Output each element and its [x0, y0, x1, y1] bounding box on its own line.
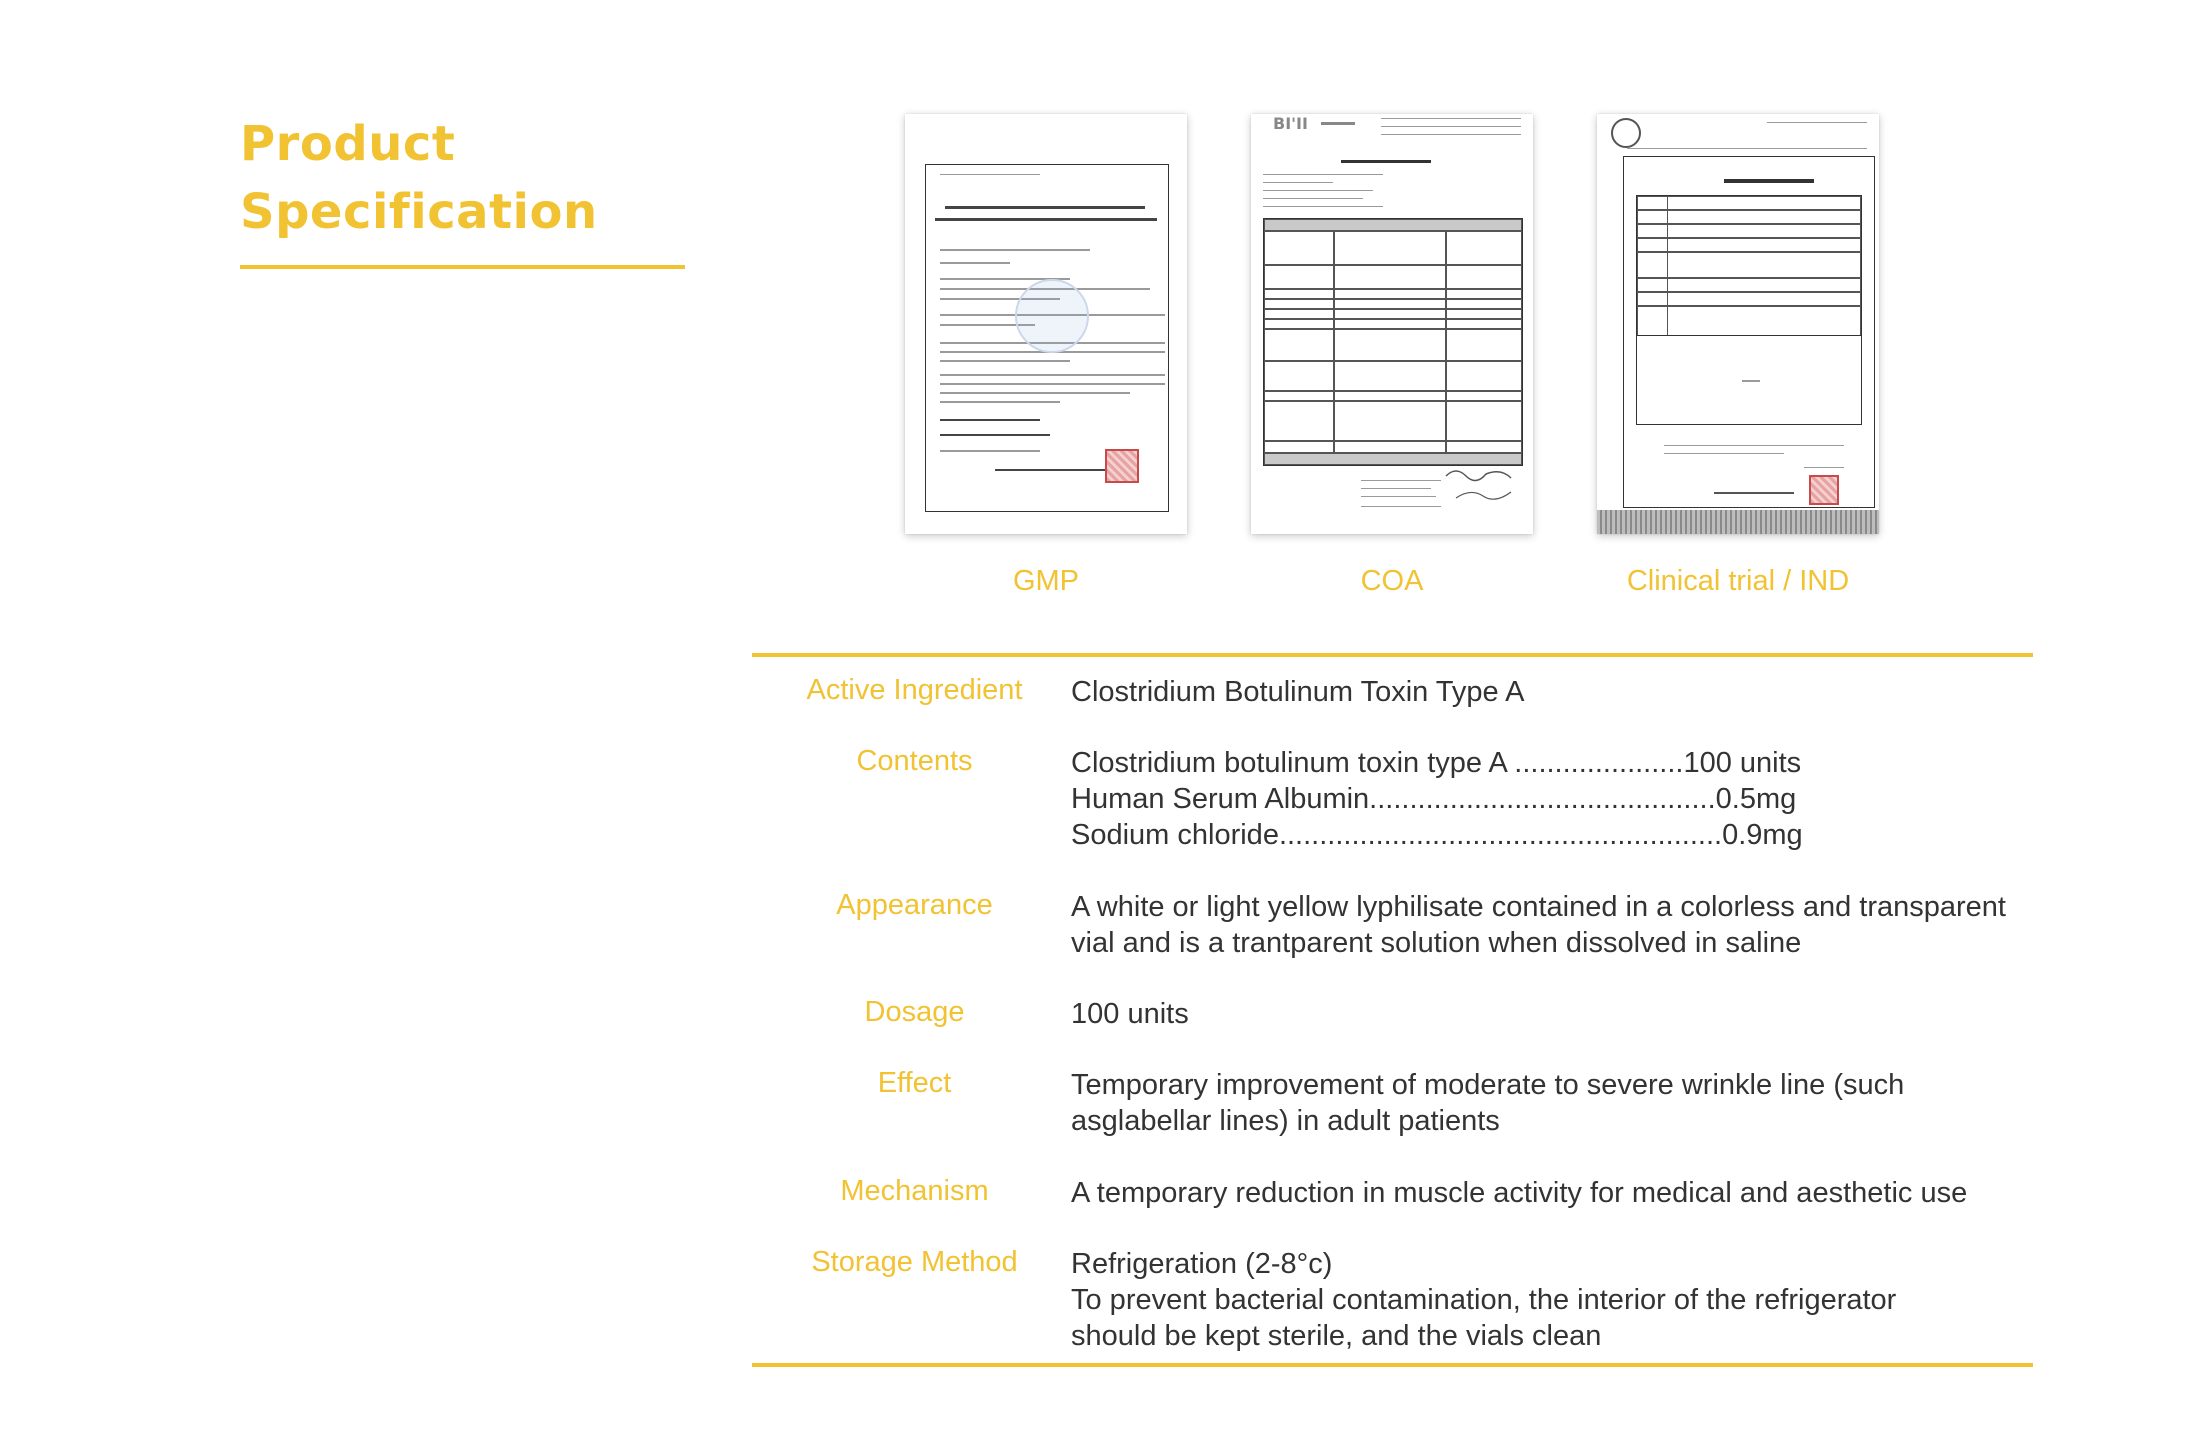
- ind-document-frame: [1623, 156, 1875, 508]
- coa-table: [1263, 218, 1523, 466]
- ind-label: Clinical trial / IND: [1626, 565, 1850, 597]
- spec-value-contents: Clostridium botulinum toxin type A .....................100 units Human Serum Albumin...........................................0.5mg Sodium chloride.......................................................0.9mg: [1071, 747, 1803, 851]
- ind-certificate-image[interactable]: [1597, 114, 1879, 534]
- gmp-label: GMP: [1012, 565, 1080, 597]
- gmp-certificate-image[interactable]: [905, 114, 1187, 534]
- spec-table-bottom-rule: [752, 1363, 2033, 1367]
- spec-label-mechanism: Mechanism: [840, 1175, 989, 1207]
- spec-label-effect: Effect: [877, 1067, 952, 1099]
- spec-table-top-rule: [752, 653, 2033, 657]
- spec-value-storage-method: Refrigeration (2-8°c) To prevent bacterial contamination, the interior of the refrigerator should be kept sterile, and the vials clean: [1071, 1248, 1897, 1352]
- spec-value-active-ingredient: Clostridium Botulinum Toxin Type A: [1071, 676, 1525, 708]
- ind-document-footer: [1597, 510, 1879, 534]
- spec-value-appearance: A white or light yellow lyphilisate contained in a colorless and transparent vial and is a trantparent solution when dissolved in saline: [1071, 891, 2006, 959]
- signature-icon: [1441, 464, 1521, 504]
- spec-label-appearance: Appearance: [836, 889, 993, 921]
- coa-label: COA: [1360, 565, 1424, 597]
- page-title-line-2: Specification: [240, 184, 598, 240]
- spec-value-mechanism: A temporary reduction in muscle activity for medical and aesthetic use: [1071, 1177, 1968, 1209]
- page-title: [240, 110, 598, 246]
- spec-label-storage-method: Storage Method: [811, 1246, 1018, 1278]
- spec-label-contents: Contents: [856, 745, 973, 777]
- spec-label-dosage: Dosage: [864, 996, 965, 1028]
- spec-label-active-ingredient: Active Ingredient: [806, 674, 1023, 706]
- title-underline: [240, 265, 685, 269]
- coa-certificate-image[interactable]: BI'II: [1251, 114, 1533, 534]
- spec-value-dosage: 100 units: [1071, 998, 1189, 1030]
- spec-value-effect: Temporary improvement of moderate to severe wrinkle line (such asglabellar lines) in adult patients: [1071, 1069, 1905, 1137]
- page-title-line-1: Product: [240, 116, 456, 172]
